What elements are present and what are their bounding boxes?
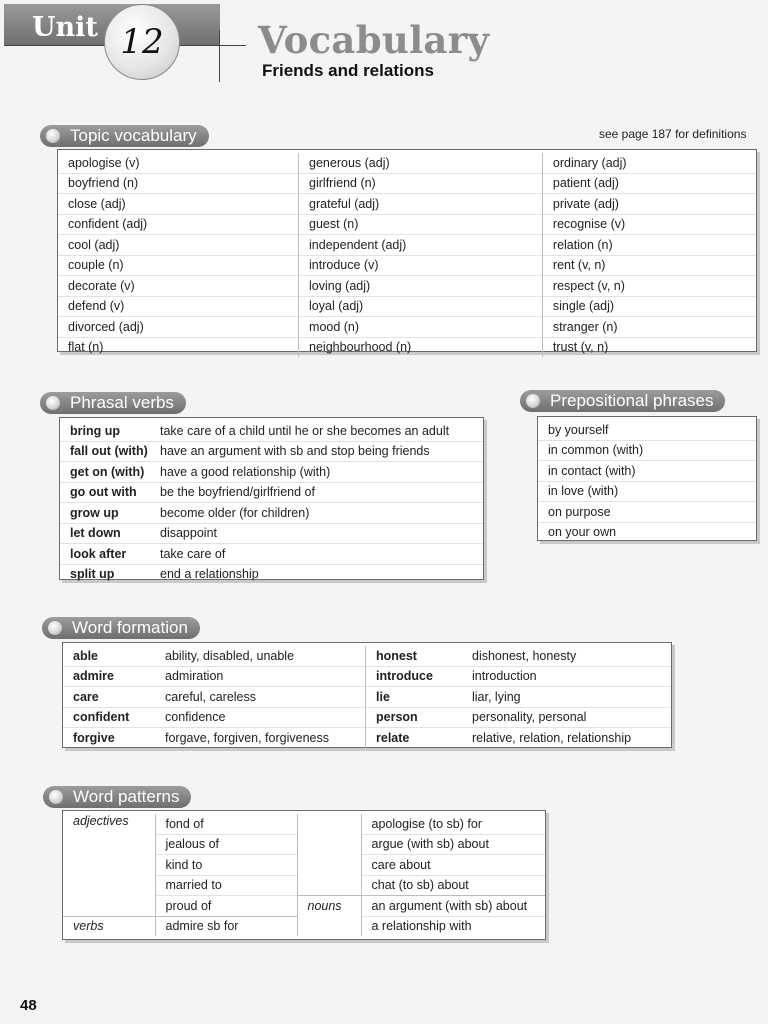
base-word: care [63,687,155,708]
derived-forms: forgave, forgiven, forgiveness [155,728,366,748]
phrasal-verb: bring up [70,423,120,438]
table-row [63,814,545,834]
base-word: confident [63,707,155,728]
table-row [63,687,671,708]
topic-vocabulary-table [58,153,756,357]
derived-forms: relative, relation, relationship [462,728,671,748]
base-word: honest [366,646,463,666]
table-row [60,523,483,544]
table-row [63,855,545,876]
phrasal-verb-meaning: end a relationship [154,564,483,584]
vocab-word: couple (n) [58,255,299,276]
vocab-word: trust (v, n) [542,337,756,357]
pattern: an argument (with sb) about [361,896,545,917]
table-row [58,296,756,317]
table-row [60,421,483,441]
vocab-word: girlfriend (n) [299,173,543,194]
table-row [60,564,483,584]
derived-forms: confidence [155,707,366,728]
category-label: verbs [63,916,155,936]
vocab-word: respect (v, n) [542,276,756,297]
unit-number: 12 [120,22,164,62]
pattern: argue (with sb) about [361,834,545,855]
phrasal-verbs-box [59,417,484,580]
empty-cell [297,814,361,834]
vocab-word: boyfriend (n) [58,173,299,194]
phrasal-verbs-label [40,392,186,414]
section-title: Word patterns [73,787,180,806]
definitions-note: see page 187 for definitions [599,127,747,141]
table-row [63,646,671,666]
empty-cell [297,916,361,936]
list-item [538,420,756,440]
bullet-icon [48,621,62,635]
phrasal-verb-meaning: have a good relationship (with) [154,462,483,483]
vocab-word: independent (adj) [299,235,543,256]
prepositional-phrases-box [537,416,757,541]
table-row [63,875,545,896]
table-row [58,276,756,297]
word-patterns-box [62,810,546,940]
vocab-word: single (adj) [542,296,756,317]
table-row [60,544,483,565]
vocab-word: patient (adj) [542,173,756,194]
base-word: lie [366,687,463,708]
prepositional-phrase: by yourself [548,422,609,437]
phrasal-verb-meaning: have an argument with sb and stop being friends [154,441,483,462]
phrasal-verb: split up [60,564,154,584]
vocab-word: apologise (v) [68,155,140,170]
vocab-word: decorate (v) [58,276,299,297]
pattern: proud of [155,896,297,917]
page-subtitle: Friends and relations [262,61,434,80]
prepositional-phrase: on purpose [538,502,756,523]
derived-forms: liar, lying [462,687,671,708]
vocab-word: guest (n) [299,214,543,235]
bullet-icon [49,790,63,804]
phrasal-verb: fall out (with) [60,441,154,462]
base-word: admire [63,666,155,687]
section-title: Topic vocabulary [70,126,197,145]
phrasal-verb-meaning: become older (for children) [154,503,483,524]
empty-cell [63,855,155,876]
list-item [538,481,756,502]
pattern: apologise (to sb) for [361,814,545,834]
word-patterns-table [63,814,545,936]
vocab-word: grateful (adj) [299,194,543,215]
phrasal-verb-meaning: be the boyfriend/girlfriend of [154,482,483,503]
table-row [60,503,483,524]
section-title: Prepositional phrases [550,391,714,410]
empty-cell [297,875,361,896]
empty-cell [297,834,361,855]
table-row [58,153,756,173]
table-row [60,441,483,462]
prepositional-phrases-table [538,420,756,542]
pattern: married to [155,875,297,896]
table-row [58,194,756,215]
bullet-icon [46,396,60,410]
empty-cell [297,855,361,876]
header-divider [219,30,220,82]
word-formation-table [63,646,671,748]
vocab-word: confident (adj) [58,214,299,235]
word-patterns-label [43,786,191,808]
table-row [63,728,671,748]
derived-forms: admiration [155,666,366,687]
table-row [58,214,756,235]
phrasal-verb-meaning: take care of [154,544,483,565]
vocab-word: relation (n) [542,235,756,256]
table-row [58,317,756,338]
phrasal-verb: look after [60,544,154,565]
vocab-word: flat (n) [58,337,299,357]
table-row [58,173,756,194]
vocab-word: cool (adj) [58,235,299,256]
base-word: able [73,648,99,663]
topic-vocabulary-box [57,149,757,355]
page-number: 48 [20,997,37,1014]
section-title: Word formation [72,618,188,637]
empty-cell [63,834,155,855]
table-row [63,707,671,728]
vocab-word: stranger (n) [542,317,756,338]
phrasal-verb: go out with [60,482,154,503]
category-label: adjectives [73,814,129,828]
table-row [63,666,671,687]
list-item [538,502,756,523]
derived-forms: personality, personal [462,707,671,728]
list-item [538,522,756,542]
pattern: chat (to sb) about [361,875,545,896]
vocab-word: loving (adj) [299,276,543,297]
page-title: Vocabulary [258,18,490,62]
unit-label: Unit [32,12,98,43]
derived-forms: dishonest, honesty [472,648,577,663]
pattern: a relationship with [361,916,545,936]
list-item [538,461,756,482]
prepositional-phrase: on your own [538,522,756,542]
topic-vocabulary-label [40,125,209,147]
vocab-word: defend (v) [58,296,299,317]
empty-cell [63,896,155,917]
derived-forms: ability, disabled, unable [165,648,295,663]
base-word: forgive [63,728,155,748]
phrasal-verb: get on (with) [60,462,154,483]
vocab-word: mood (n) [299,317,543,338]
pattern: admire sb for [155,916,297,936]
base-word: person [366,707,463,728]
list-item [538,440,756,461]
prepositional-phrase: in common (with) [538,440,756,461]
pattern: care about [361,855,545,876]
vocab-word: divorced (adj) [58,317,299,338]
vocab-word: neighbourhood (n) [299,337,543,357]
vocab-word: rent (v, n) [542,255,756,276]
vocab-word: private (adj) [542,194,756,215]
phrasal-verb-meaning: take care of a child until he or she becomes an adult [160,423,450,438]
bullet-icon [526,394,540,408]
table-row [63,916,545,936]
table-row [60,482,483,503]
empty-cell [63,875,155,896]
base-word: relate [366,728,463,748]
phrasal-verb-meaning: disappoint [154,523,483,544]
table-row [58,337,756,357]
pattern: jealous of [155,834,297,855]
vocab-word: recognise (v) [542,214,756,235]
vocab-word: ordinary (adj) [542,153,756,173]
pattern: fond of [155,814,297,834]
table-row [63,896,545,917]
table-row [63,834,545,855]
prepositional-phrases-label [520,390,725,412]
word-formation-label [42,617,200,639]
section-title: Phrasal verbs [70,393,174,412]
bullet-icon [46,129,60,143]
vocab-word: close (adj) [58,194,299,215]
derived-forms: introduction [462,666,671,687]
table-row [58,235,756,256]
prepositional-phrase: in love (with) [538,481,756,502]
phrasal-verb: let down [60,523,154,544]
derived-forms: careful, careless [155,687,366,708]
phrasal-verb: grow up [60,503,154,524]
pattern: kind to [155,855,297,876]
vocab-word: introduce (v) [299,255,543,276]
word-formation-box [62,642,672,748]
base-word: introduce [366,666,463,687]
vocab-word: generous (adj) [299,153,543,173]
prepositional-phrase: in contact (with) [538,461,756,482]
category-label: nouns [297,896,361,917]
phrasal-verbs-table [60,421,483,584]
table-row [58,255,756,276]
vocab-word: loyal (adj) [299,296,543,317]
table-row [60,462,483,483]
